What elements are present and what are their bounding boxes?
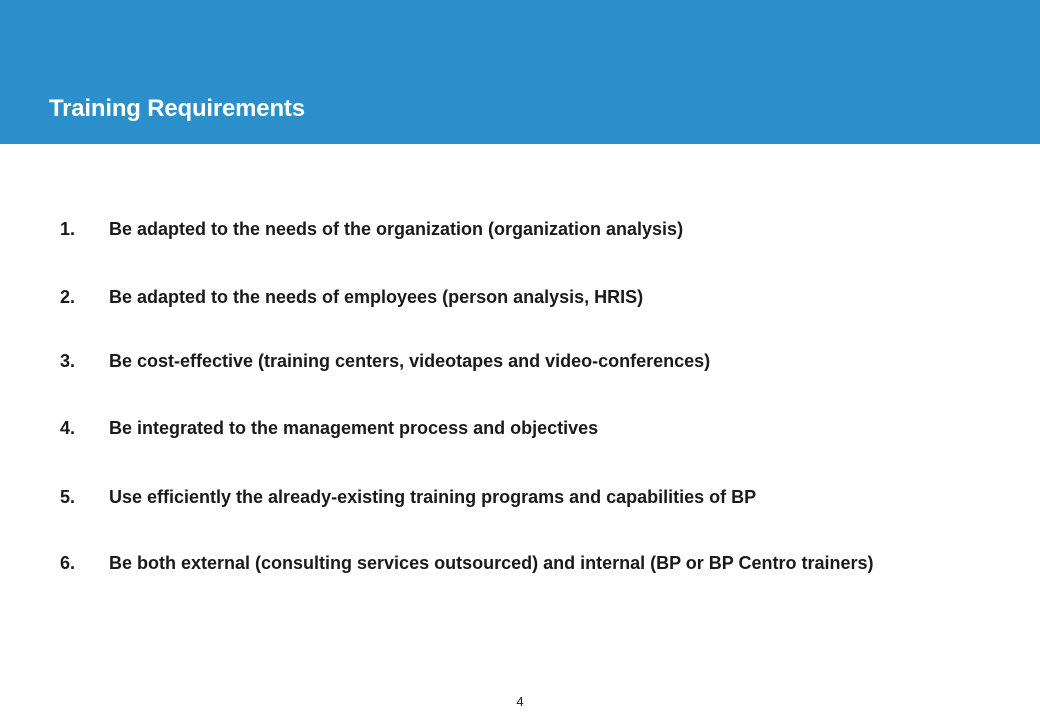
- requirement-item: [60, 219, 940, 240]
- requirement-text: Be cost-effective (training centers, videotapes and video-conferences): [109, 351, 711, 371]
- requirement-number: 6.: [60, 553, 76, 573]
- requirement-number: 1.: [60, 219, 76, 239]
- requirement-number: 3.: [60, 351, 76, 371]
- requirement-text: Be adapted to the needs of employees (person analysis, HRIS): [109, 287, 644, 307]
- requirement-item: [60, 418, 940, 439]
- requirement-item: [60, 487, 940, 508]
- requirement-item: [60, 351, 940, 372]
- page-number: 4: [516, 694, 524, 709]
- requirement-text: Be both external (consulting services outsourced) and internal (BP or BP Centro trainers): [109, 553, 874, 573]
- header-band: [0, 0, 1040, 144]
- requirement-number: 5.: [60, 487, 76, 507]
- requirement-item: [60, 553, 940, 574]
- requirement-number: 2.: [60, 287, 76, 307]
- requirement-text: Use efficiently the already-existing training programs and capabilities of BP: [109, 487, 757, 507]
- requirement-item: [60, 287, 940, 308]
- requirement-number: 4.: [60, 418, 76, 438]
- requirement-text: Be integrated to the management process and objectives: [109, 418, 599, 438]
- slide-title: Training Requirements: [49, 95, 305, 122]
- requirement-text: Be adapted to the needs of the organization (organization analysis): [109, 219, 684, 239]
